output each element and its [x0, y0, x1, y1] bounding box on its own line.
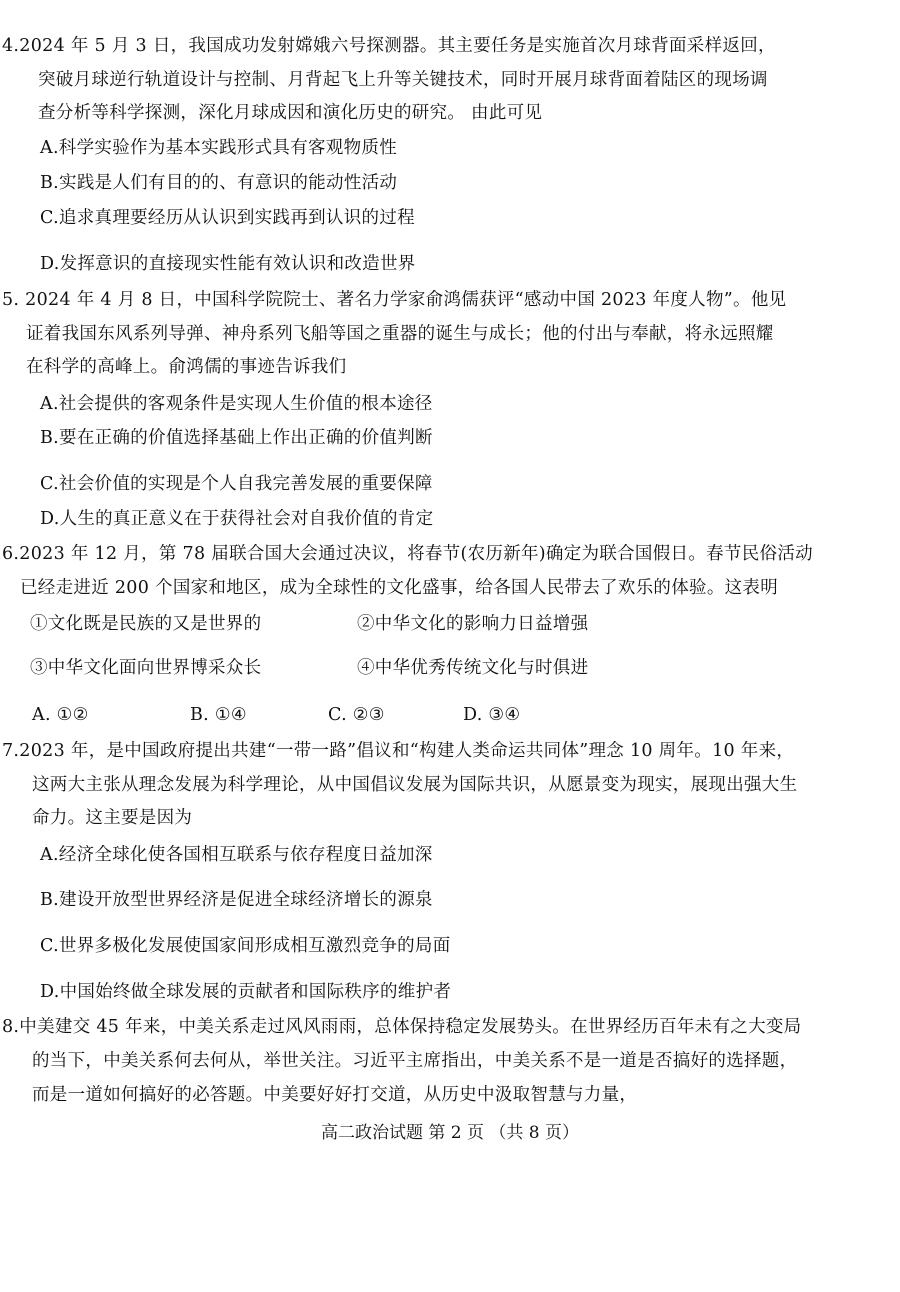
q4-option-d: D.发挥意识的直接现实性能有效认识和改造世界 — [40, 254, 416, 274]
q6-choice-a: A. ①② — [32, 705, 89, 725]
q4-option-c: C.追求真理要经历从认识到实践再到认识的过程 — [40, 208, 415, 228]
q5-option-a: A.社会提供的客观条件是实现人生价值的根本途径 — [40, 394, 433, 414]
q6-item-1: ①文化既是民族的又是世界的 — [30, 614, 262, 634]
q6-choice-b: B. ①④ — [190, 705, 247, 725]
q6-item-2: ②中华文化的影响力日益增强 — [357, 614, 589, 634]
q8-stem-line3: 而是一道如何搞好的必答题。中美要好好打交道，从历史中汲取智慧与力量， — [32, 1085, 638, 1105]
q5-stem-line1: 5. 2024 年 4 月 8 日，中国科学院院士、著名力学家俞鸿儒获评“感动中国 2023 年度人物”。他见 — [2, 290, 787, 310]
q6-stem-line1: 6.2023 年 12 月，第 78 届联合国大会通过决议，将春节(农历新年)确定为联合国假日。春节民俗活动 — [2, 544, 813, 564]
q5-option-d: D.人生的真正意义在于获得社会对自我价值的肯定 — [40, 509, 434, 529]
q7-stem-line3: 命力。这主要是因为 — [32, 808, 193, 828]
q7-stem-line2: 这两大主张从理念发展为科学理论，从中国倡议发展为国际共识，从愿景变为现实，展现出强大生 — [32, 775, 798, 795]
q8-stem-line1: 8.中美建交 45 年来，中美关系走过风风雨雨，总体保持稳定发展势头。在世界经历百年未有之大变局 — [2, 1017, 802, 1037]
q6-item-3: ③中华文化面向世界博采众长 — [30, 658, 262, 678]
q7-option-a: A.经济全球化使各国相互联系与依存程度日益加深 — [40, 845, 433, 865]
q6-stem-line2: 已经走进近 200 个国家和地区，成为全球性的文化盛事，给各国人民带去了欢乐的体验。这表明 — [20, 578, 779, 598]
q4-stem-line2: 突破月球逆行轨道设计与控制、月背起飞上升等关键技术，同时开展月球背面着陆区的现场调 — [38, 70, 768, 90]
q5-stem-line2: 证着我国东风系列导弹、神舟系列飞船等国之重器的诞生与成长；他的付出与奉献，将永远照耀 — [26, 324, 774, 344]
q8-stem-line2: 的当下，中美关系何去何从，举世关注。习近平主席指出，中美关系不是一道是否搞好的选择题， — [32, 1051, 798, 1071]
q6-choice-d: D. ③④ — [463, 705, 521, 725]
q5-option-b: B.要在正确的价值选择基础上作出正确的价值判断 — [40, 428, 433, 448]
q7-option-d: D.中国始终做全球发展的贡献者和国际秩序的维护者 — [40, 982, 452, 1002]
q5-option-c: C.社会价值的实现是个人自我完善发展的重要保障 — [40, 474, 433, 494]
q4-stem-line3: 查分析等科学探测，深化月球成因和演化历史的研究。 由此可见 — [38, 103, 543, 123]
page-footer: 高二政治试题 第 2 页 （共 8 页） — [320, 1123, 580, 1143]
q6-choice-c: C. ②③ — [328, 705, 385, 725]
q4-option-b: B.实践是人们有目的的、有意识的能动性活动 — [40, 173, 398, 193]
q7-option-b: B.建设开放型世界经济是促进全球经济增长的源泉 — [40, 890, 433, 910]
q7-option-c: C.世界多极化发展使国家间形成相互激烈竞争的局面 — [40, 936, 451, 956]
q5-stem-line3: 在科学的高峰上。俞鸿儒的事迹告诉我们 — [26, 357, 347, 377]
q7-stem-line1: 7.2023 年，是中国政府提出共建“一带一路”倡议和“构建人类命运共同体”理念 10 周年。10 年来， — [2, 741, 795, 761]
q4-option-a: A.科学实验作为基本实践形式具有客观物质性 — [40, 138, 397, 158]
q4-stem-line1: 4.2024 年 5 月 3 日，我国成功发射嫦娥六号探测器。其主要任务是实施首次月球背面采样返回， — [2, 36, 776, 56]
q6-item-4: ④中华优秀传统文化与时俱进 — [357, 658, 589, 678]
